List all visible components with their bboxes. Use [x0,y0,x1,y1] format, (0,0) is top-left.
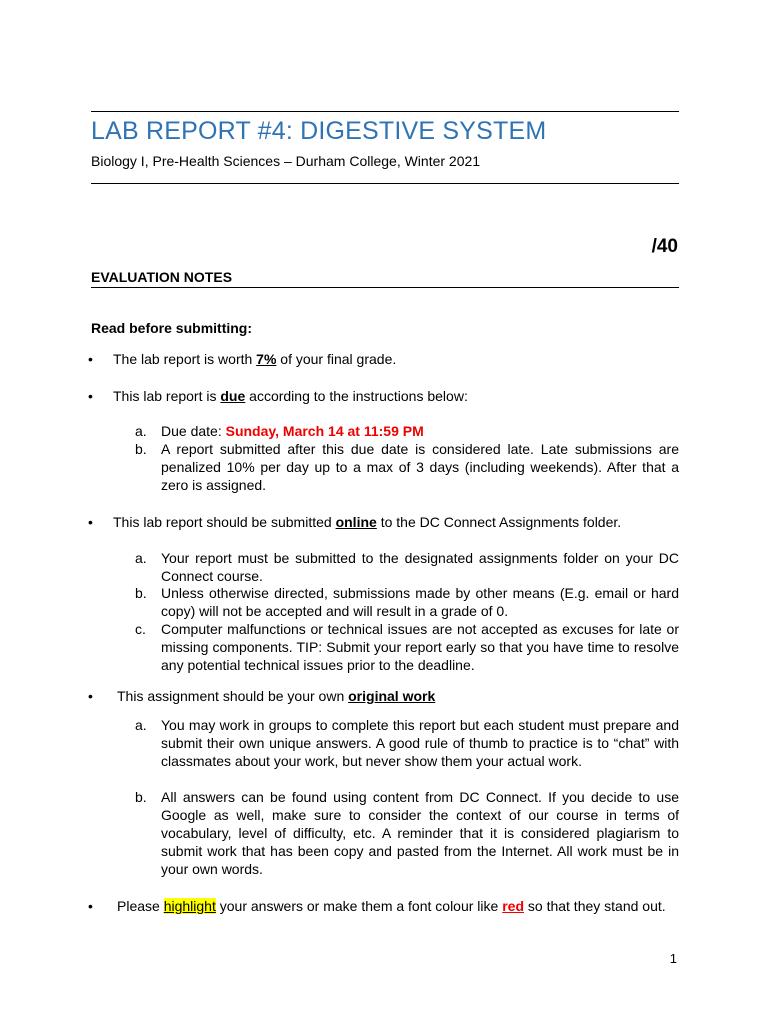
grade-weight: 7% [256,351,277,367]
original-item-a: a. You may work in groups to complete this report but each student must prepare and submit their own unique answers. A good rule of thumb to practice is to “chat” with classmates about your work, but never show them your actual work. [135,717,679,769]
online-item-b: b. Unless otherwise directed, submissions made by other means (E.g. email or hard copy) will not be accepted and will result in a grade of 0. [135,585,679,619]
page-number: 1 [669,951,677,966]
page-subtitle: Biology I, Pre-Health Sciences – Durham College, Winter 2021 [91,153,481,169]
total-score: /40 [651,236,678,257]
bullet-marker: • [88,514,93,530]
due-item-b: b. A report submitted after this due date is considered late. Late submissions are penalized 10% per day up to a max of 3 days (including weekends). After that a zero is assigned. [135,441,679,493]
intro-label: Read before submitting: [91,320,253,336]
top-rule [91,111,679,112]
due-date: Sunday, March 14 at 11:59 PM [225,423,424,439]
bullet-due: This lab report is due according to the instructions below: [113,388,468,404]
red-keyword: red [502,898,524,914]
title-bottom-rule [91,183,679,184]
due-keyword: due [220,388,246,404]
bullet-marker: • [88,351,93,367]
due-item-a: a. Due date: Sunday, March 14 at 11:59 PM [135,423,424,439]
online-item-a: a. Your report must be submitted to the designated assignments folder on your DC Connect course. [135,550,679,584]
online-item-c: c. Computer malfunctions or technical issues are not accepted as excuses for late or missing components. TIP: Submit your report early so that you have time to resolve any potential technical issues prior to the deadline. [135,621,679,673]
bullet-marker: • [88,388,93,404]
original-work-keyword: original work [348,688,436,704]
original-item-b: b. All answers can be found using content from DC Connect. If you decide to use Google as well, make sure to consider the context of our course in terms of vocabulary, level of difficulty, etc. A reminder that it is considered plagiarism to submit work that has been copy and pasted from the Internet. All work must be in your own words. [135,789,679,877]
bullet-online: This lab report should be submitted online to the DC Connect Assignments folder. [113,514,622,530]
page-title: LAB REPORT #4: DIGESTIVE SYSTEM [91,117,547,145]
highlight-keyword: highlight [163,898,216,914]
section-rule [91,287,679,288]
bullet-highlight: Please highlight your answers or make them a font colour like red so that they stand out. [117,898,666,914]
bullet-marker: • [88,688,93,704]
section-heading: EVALUATION NOTES [91,269,233,285]
bullet-marker: • [88,898,93,914]
bullet-original-work: This assignment should be your own original work [117,688,436,704]
bullet-worth: The lab report is worth 7% of your final grade. [113,351,397,367]
online-keyword: online [335,514,377,530]
